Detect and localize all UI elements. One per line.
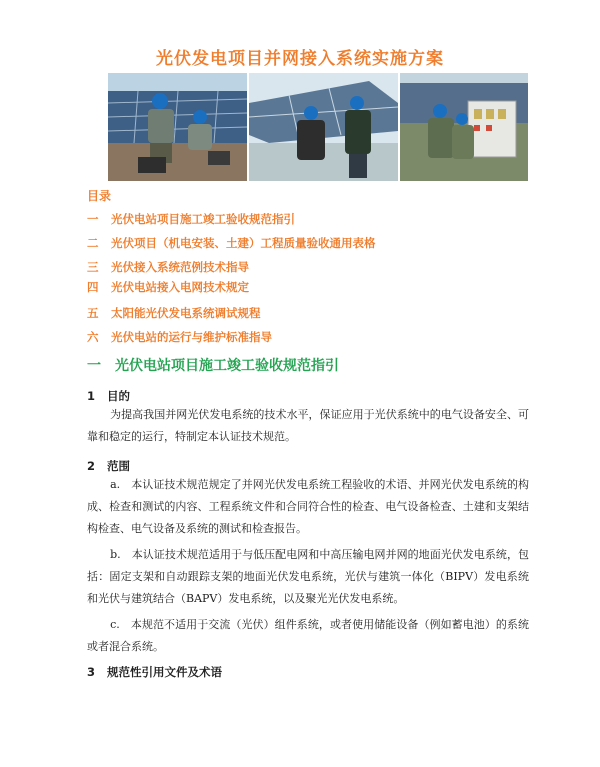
toc-item-label: 光伏电站接入电网技术规定 (111, 280, 249, 294)
subsection-number: 3 (87, 665, 96, 679)
toc-item-label: 光伏接入系统范例技术指导 (111, 260, 249, 274)
purpose-paragraph: 为提高我国并网光伏发电系统的技术水平，保证应用于光伏系统中的电气设备安全、可靠和稳定的运行，特制定本认证技术规范。 (87, 408, 529, 443)
toc-item-number: 四 (87, 280, 99, 294)
subsection-heading-purpose (87, 388, 130, 404)
toc-item[interactable] (87, 279, 249, 295)
photo-strip (108, 73, 528, 181)
toc-item-number: 六 (87, 330, 99, 344)
toc-item-number: 三 (87, 260, 99, 274)
subsection-number: 2 (87, 459, 96, 473)
subsection-heading-references (87, 664, 222, 680)
document-title: 光伏发电项目并网接入系统实施方案 (156, 49, 444, 69)
scope-item-a: a. 本认证技术规范规定了并网光伏发电系统工程验收的术语、并网光伏发电系统的构成、检查和测试的内容、工程系统文件和合同符合性的检查、电气设备检查、土建和支架结构检查、电气设备及系统的测试和检查报告。 (87, 478, 529, 535)
toc-item-number: 一 (87, 212, 99, 226)
section-number: 一 (87, 358, 101, 374)
toc-item-label: 太阳能光伏发电系统调试规程 (111, 306, 261, 320)
section-heading (87, 355, 339, 375)
photo-workers-at-inverter-cabinet (400, 73, 528, 181)
scope-item-b: b. 本认证技术规范适用于与低压配电网和中高压输电网并网的地面光伏发电系统，包括：固定支架和自动跟踪支架的地面光伏发电系统，光伏与建筑一体化（BIPV）发电系统和光伏与建筑结合（BAPV）发电系统，以及聚光光伏发电系统。 (87, 548, 529, 605)
photo-workers-inspecting-panel (249, 73, 398, 181)
subsection-title: 目的 (107, 389, 130, 403)
toc-heading: 目录 (87, 189, 112, 203)
scope-item-c: c. 本规范不适用于交流（光伏）组件系统，或者使用储能设备（例如蓄电池）的系统或者混合系统。 (87, 618, 529, 653)
subsection-heading-scope (87, 458, 130, 474)
subsection-title: 范围 (107, 459, 130, 473)
toc-item-label: 光伏电站的运行与维护标准指导 (111, 330, 272, 344)
toc-item-number: 五 (87, 306, 99, 320)
toc-item[interactable] (87, 235, 376, 251)
toc-item-number: 二 (87, 236, 99, 250)
toc-item-label: 光伏项目（机电安装、土建）工程质量验收通用表格 (111, 236, 376, 250)
subsection-number: 1 (87, 389, 96, 403)
section-title: 光伏电站项目施工竣工验收规范指引 (115, 358, 339, 374)
toc-item[interactable] (87, 259, 249, 275)
subsection-title: 规范性引用文件及术语 (107, 665, 222, 679)
toc-item-label: 光伏电站项目施工竣工验收规范指引 (111, 212, 295, 226)
photo-workers-with-test-equipment (108, 73, 247, 181)
toc-item[interactable] (87, 305, 261, 321)
toc-item[interactable] (87, 329, 272, 345)
toc-item[interactable] (87, 211, 295, 227)
